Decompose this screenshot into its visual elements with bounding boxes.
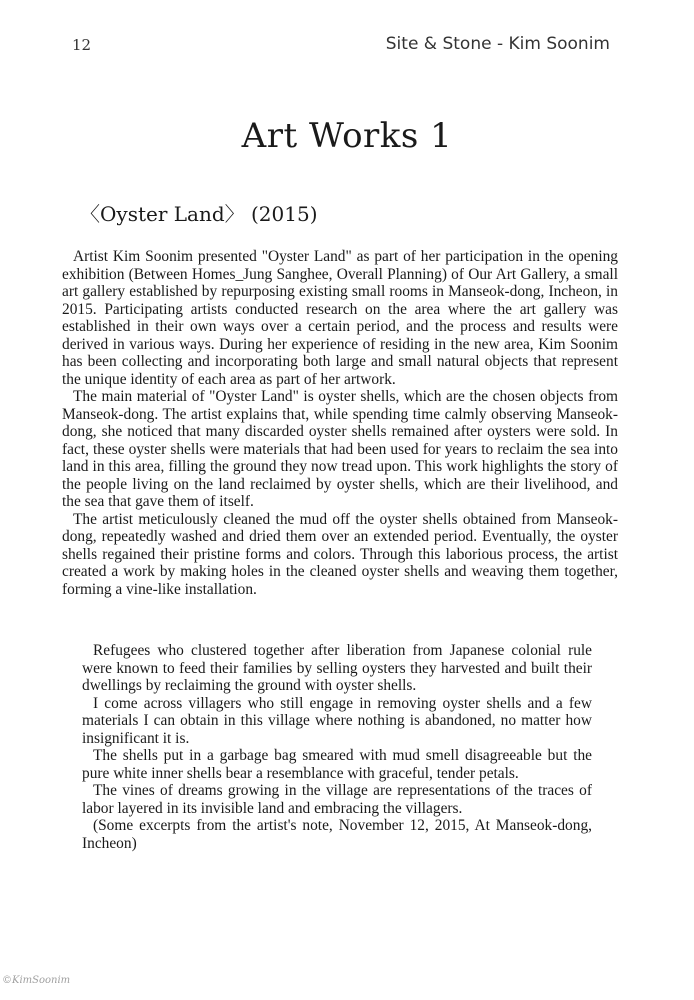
quote-paragraph: The vines of dreams growing in the village are representations of the traces of labor layered in its invisible land and embracing the villagers. bbox=[82, 782, 592, 817]
running-header: Site & Stone - Kim Soonim bbox=[385, 34, 610, 54]
body-paragraph: The artist meticulously cleaned the mud off the oyster shells obtained from Manseok-dong, repeatedly washed and dried them over an extended period. Eventually, the oyster shells regained their pristine forms and colors. Through this laborious process, the artist created a work by making holes in the cleaned oyster shells and weaving them together, forming a vine-like installation. bbox=[62, 510, 618, 598]
page-number: 12 bbox=[72, 36, 92, 54]
page-title: Art Works 1 bbox=[241, 116, 453, 156]
work-title: 〈Oyster Land〉 (2015) bbox=[80, 202, 318, 226]
quote-paragraph: The shells put in a garbage bag smeared with mud smell disagreeable but the pure white inner shells bear a resemblance with graceful, tender petals. bbox=[82, 747, 592, 782]
body-text bbox=[62, 248, 618, 598]
quote-paragraph: Refugees who clustered together after liberation from Japanese colonial rule were known to feed their families by selling oysters they harvested and built their dwellings by reclaiming the ground with oyster shells. bbox=[82, 642, 592, 694]
copyright-watermark: ©KimSoonim bbox=[2, 975, 71, 986]
body-paragraph: The main material of "Oyster Land" is oyster shells, which are the chosen objects from Manseok-dong. The artist explains that, while spending time calmly observing Manseok-dong, she noticed that many discarded oyster shells remained after oysters were sold. In fact, these oyster shells were materials that had been used for years to reclaim the sea into land in this area, filling the ground they now tread upon. This work highlights the story of the people living on the land reclaimed by oyster shells, which are their livelihood, and the sea that gave them of itself. bbox=[62, 388, 618, 510]
quote-paragraph: I come across villagers who still engage in removing oyster shells and a few materials I can obtain in this village where nothing is abandoned, no matter how insignificant it is. bbox=[82, 694, 592, 747]
body-paragraph: Artist Kim Soonim presented "Oyster Land" as part of her participation in the opening exhibition (Between Homes_Jung Sanghee, Overall Planning) of Our Art Gallery, a small art gallery established by repurposing existing small rooms in Manseok-dong, Incheon, in 2015. Participating artists conducted research on the area where the art gallery was established in their own ways over a certain period, and the process and results were derived in various ways. During her experience of residing in the new area, Kim Soonim has been collecting and incorporating both large and small natural objects that represent the unique identity of each area as part of her artwork. bbox=[62, 248, 618, 388]
artist-note-quote bbox=[82, 642, 592, 852]
quote-paragraph: (Some excerpts from the artist's note, November 12, 2015, At Manseok-dong, Incheon) bbox=[82, 817, 592, 852]
